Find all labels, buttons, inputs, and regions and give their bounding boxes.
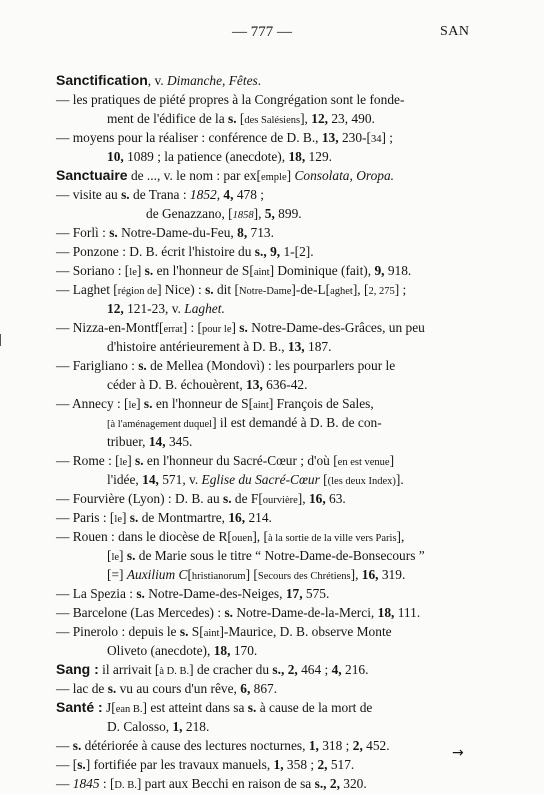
text-segment: Dimanche, Fêtes	[167, 73, 258, 88]
text-segment: : [	[99, 776, 115, 791]
text-segment: s.	[138, 358, 147, 373]
text-segment: 10,	[107, 149, 124, 164]
entry-line	[56, 280, 476, 299]
text-segment: —	[56, 776, 73, 791]
entry-line	[56, 109, 476, 128]
text-segment: Sang :	[56, 661, 99, 677]
entry-line	[56, 698, 476, 717]
text-segment: 1852,	[189, 187, 221, 202]
text-segment: vu au cours d'un rêve,	[116, 681, 241, 696]
text-segment: Consolata, Oropa.	[294, 168, 395, 183]
text-segment: — Fourvière (Lyon) : D. B. au	[56, 491, 223, 506]
text-segment: ] fortifiée par les travaux manuels,	[85, 757, 274, 772]
text-segment: — visite au	[56, 187, 122, 202]
text-segment: ment de l'édifice de la	[107, 111, 229, 126]
text-segment: 1-[2].	[280, 244, 314, 259]
entry-line	[56, 71, 476, 90]
text-segment: 9,	[374, 263, 385, 278]
text-segment: 1,	[308, 738, 319, 753]
text-segment: 17,	[285, 586, 303, 601]
text-segment: J[	[102, 700, 116, 715]
text-segment: Eglise du Sacré-Cœur	[201, 472, 320, 487]
entry-line	[56, 90, 476, 109]
text-segment: ] est atteint dans sa	[142, 700, 248, 715]
text-segment: s.	[239, 320, 248, 335]
text-segment: 5,	[264, 206, 275, 221]
page-number: — 777 —	[232, 24, 292, 40]
text-segment: 216.	[341, 662, 369, 677]
text-segment: 899.	[274, 206, 302, 221]
text-segment: ],	[297, 491, 309, 506]
text-segment: ]	[127, 453, 135, 468]
entry-line	[56, 527, 476, 546]
text-segment: 713.	[247, 225, 274, 240]
text-segment: [	[107, 548, 112, 563]
entry-line	[56, 413, 476, 432]
text-segment: 571, v.	[158, 472, 202, 487]
text-segment: 918.	[384, 263, 412, 278]
text-segment: 18,	[377, 605, 395, 620]
text-segment: ],	[350, 567, 362, 582]
text-segment: Laghet.	[184, 301, 225, 316]
text-segment: s.	[143, 396, 153, 411]
text-segment: [=]	[107, 567, 127, 582]
text-segment: 12,	[311, 111, 328, 126]
text-segment: s.	[109, 225, 118, 240]
text-segment: 63.	[325, 491, 346, 506]
text-segment: en l'honneur de S[	[153, 263, 254, 278]
text-segment: — [	[56, 757, 78, 772]
text-segment: Notre-Dame-de-la-Merci,	[233, 605, 378, 620]
text-segment: D. B.	[114, 780, 137, 791]
text-segment: s.,	[272, 662, 285, 677]
text-segment: il arrivait [	[98, 662, 160, 677]
text-segment: — Rouen : dans le diocèse de R[	[56, 529, 232, 544]
entry-line	[56, 717, 476, 736]
text-segment: à cause de la mort de	[256, 700, 373, 715]
text-segment: ].	[395, 472, 404, 487]
text-segment: s.,	[314, 776, 327, 791]
text-segment: des Salésiens	[244, 115, 301, 126]
text-segment: aint	[253, 267, 270, 278]
text-segment: s.	[72, 738, 82, 753]
text-segment: ]	[121, 510, 130, 525]
text-segment: Notre-Dame-des-Neiges,	[144, 586, 286, 601]
text-segment: [	[187, 567, 192, 582]
text-segment: détériorée à cause des lectures nocturnes,	[81, 738, 309, 753]
continue-arrow-icon: →	[452, 745, 464, 761]
text-segment: s.	[121, 187, 130, 202]
text-segment: 478 ;	[233, 187, 264, 202]
text-segment: 23, 490.	[328, 111, 375, 126]
text-segment: — Rome : [	[56, 453, 120, 468]
text-segment: tribuer,	[107, 434, 149, 449]
text-segment: 214.	[245, 510, 272, 525]
text-segment: ] de cracher du	[189, 662, 273, 677]
text-segment: s.	[228, 111, 237, 126]
text-segment: aghet	[330, 286, 353, 297]
text-segment: 464 ;	[297, 662, 332, 677]
text-segment: 13,	[321, 130, 339, 145]
text-segment: s.	[224, 605, 233, 620]
text-segment: 16,	[228, 510, 246, 525]
text-segment: s.	[144, 263, 154, 278]
text-segment: s.	[222, 491, 232, 506]
entry-line	[56, 641, 476, 660]
entry-line	[56, 508, 476, 527]
text-segment: — moyens pour la réaliser : conférence de D. B.,	[56, 130, 322, 145]
text-segment: ], [	[252, 529, 268, 544]
text-segment: ] part aux Becchi en raison de sa	[136, 776, 315, 791]
text-segment: D. Calosso,	[107, 719, 173, 734]
text-segment: aint	[203, 628, 220, 639]
text-segment: ]	[286, 168, 295, 183]
text-segment: 320.	[339, 776, 367, 791]
text-segment: 1845	[72, 776, 100, 791]
text-segment: s.	[135, 453, 144, 468]
text-segment: 14,	[148, 434, 166, 449]
text-segment: le	[119, 457, 128, 468]
text-segment: 636-42.	[262, 377, 308, 392]
text-segment: 16,	[361, 567, 379, 582]
text-segment: 16,	[308, 491, 326, 506]
text-segment: s.	[107, 681, 117, 696]
text-segment: le	[129, 267, 137, 278]
entry-line	[56, 451, 476, 470]
text-segment: — Paris : [	[56, 510, 115, 525]
text-segment: — Barcelone (Las Mercedes) :	[56, 605, 225, 620]
entry-line	[56, 356, 476, 375]
text-segment: 4,	[223, 187, 234, 202]
text-segment: Notre-Dame-des-Grâces, un peu	[247, 320, 425, 335]
entry-line	[56, 736, 476, 755]
entry-line	[56, 337, 476, 356]
entry-line	[56, 185, 476, 204]
text-segment: 2,	[287, 662, 298, 677]
text-segment: 1,	[172, 719, 183, 734]
text-segment: 2,	[352, 738, 363, 753]
text-segment: , v.	[147, 73, 168, 88]
text-segment: Sanctification	[56, 72, 148, 88]
text-segment: de Montmartre,	[138, 510, 229, 525]
text-segment: Auxilium C	[126, 567, 188, 582]
text-segment: 2, 275	[368, 286, 395, 297]
text-segment: ]	[136, 263, 145, 278]
text-segment: d'histoire antérieurement à D. B.,	[107, 339, 288, 354]
entry-line	[56, 489, 476, 508]
text-segment: 2,	[317, 757, 328, 772]
text-segment: 1089 ; la patience (anecdote),	[123, 149, 289, 164]
text-segment: ]-Maurice, D. B. observe Monte	[219, 624, 392, 639]
text-segment: 867.	[250, 681, 278, 696]
text-segment: en l'honneur de S[	[152, 396, 254, 411]
text-segment: [	[107, 419, 111, 430]
text-segment: 1858	[232, 210, 254, 221]
text-segment: le	[128, 400, 137, 411]
text-segment: [	[319, 472, 328, 487]
text-segment: aint	[253, 400, 269, 411]
text-segment: le	[114, 514, 122, 525]
text-segment: — Forlì :	[56, 225, 110, 240]
text-segment: 517.	[327, 757, 355, 772]
text-segment: à la sortie de la ville vers Paris	[267, 533, 397, 544]
entry-line	[56, 432, 476, 451]
text-segment: s.	[77, 757, 86, 772]
text-segment: 345.	[165, 434, 193, 449]
text-segment: céder à D. B. échouèrent,	[107, 377, 247, 392]
text-segment: 34	[370, 134, 382, 145]
text-segment: ]	[389, 453, 395, 468]
text-segment: — La Spezia :	[56, 586, 137, 601]
entry-line	[56, 470, 476, 489]
text-segment: de ..., v. le nom : par ex[	[127, 168, 261, 183]
text-segment: Santé :	[56, 699, 103, 715]
text-segment: ] ;	[381, 130, 393, 145]
text-segment: 18,	[288, 149, 306, 164]
entry-line	[56, 603, 476, 622]
entry-line	[56, 394, 476, 413]
text-segment: [	[236, 111, 245, 126]
text-segment: à D. B.	[159, 666, 190, 677]
entry-line	[56, 261, 476, 280]
text-segment: s.	[129, 510, 139, 525]
entry-line	[56, 128, 476, 147]
text-segment: 18,	[213, 643, 231, 658]
text-segment: s.	[126, 548, 136, 563]
text-segment: ourvière	[262, 495, 298, 506]
text-segment: l'idée,	[107, 472, 143, 487]
text-segment: 358 ;	[283, 757, 318, 772]
text-segment: 4,	[331, 662, 342, 677]
text-segment: de Genazzano, [	[146, 206, 233, 221]
text-segment: de Marie sous le titre “ Notre-Dame-de-Bonsecours ”	[135, 548, 425, 563]
entry-line	[56, 375, 476, 394]
text-segment: Secours des Chrétiens	[257, 571, 351, 582]
text-segment: — Laghet [	[56, 282, 118, 297]
text-segment: dit [	[213, 282, 239, 297]
text-segment: en l'honneur du Sacré-Cœur ; d'où [	[143, 453, 338, 468]
text-segment: ],	[396, 529, 405, 544]
entry-line	[56, 565, 476, 584]
text-segment: hristianorum	[191, 571, 246, 582]
text-segment: ],	[300, 111, 312, 126]
text-segment: —	[56, 738, 73, 753]
text-segment: .	[257, 73, 262, 88]
text-segment: — Soriano : [	[56, 263, 130, 278]
text-segment: 9,	[270, 244, 281, 259]
text-segment: ] Nice) :	[157, 282, 206, 297]
text-segment: Oliveto (anecdote),	[107, 643, 214, 658]
text-segment: Sanctuaire	[56, 167, 128, 183]
text-segment: s.	[205, 282, 214, 297]
margin-tick	[0, 334, 1, 346]
text-segment: 170.	[230, 643, 258, 658]
text-segment: s.,	[254, 244, 267, 259]
text-segment: emple	[260, 172, 287, 183]
entry-line	[56, 223, 476, 242]
text-segment: 452.	[362, 738, 390, 753]
text-segment: 2,	[329, 776, 340, 791]
running-head: SAN	[440, 24, 470, 39]
text-segment: 13,	[287, 339, 305, 354]
text-segment: 129.	[305, 149, 332, 164]
text-segment: — Nizza-en-Montf[	[56, 320, 164, 335]
text-segment: 8,	[237, 225, 248, 240]
text-segment: 230-[	[338, 130, 371, 145]
entry-line	[56, 660, 476, 679]
text-segment: 218.	[182, 719, 210, 734]
text-segment: région de	[117, 286, 158, 297]
index-body	[56, 71, 476, 793]
text-segment: ean B.	[115, 704, 143, 715]
text-segment: ],	[253, 206, 265, 221]
entry-line	[56, 299, 476, 318]
text-segment: ] ;	[394, 282, 407, 297]
text-segment: s.	[179, 624, 189, 639]
text-segment: 319.	[378, 567, 406, 582]
entry-line	[56, 774, 476, 793]
text-segment: (les deux Index)	[327, 476, 396, 487]
text-segment: 318 ;	[318, 738, 353, 753]
text-segment: ouen	[231, 533, 253, 544]
text-segment: le	[111, 552, 120, 563]
text-segment: de Mellea (Mondovì) : les pourparlers pour le	[146, 358, 396, 373]
text-segment: 121-23, v.	[123, 301, 185, 316]
text-segment: — lac de	[56, 681, 108, 696]
text-segment: 6,	[240, 681, 251, 696]
text-segment: 111.	[394, 605, 421, 620]
text-segment: ]	[119, 548, 127, 563]
text-segment: 14,	[142, 472, 159, 487]
text-segment: ]	[136, 396, 144, 411]
text-segment: — Farigliano :	[56, 358, 139, 373]
entry-line	[56, 622, 476, 641]
text-segment: 12,	[107, 301, 124, 316]
text-segment: s.	[247, 700, 257, 715]
entry-line	[56, 147, 476, 166]
text-segment: 575.	[302, 586, 330, 601]
text-segment: pour le	[202, 324, 232, 335]
text-segment: de Trana :	[129, 187, 190, 202]
text-segment: de F[	[231, 491, 263, 506]
text-segment: ] [	[245, 567, 258, 582]
entry-line	[56, 242, 476, 261]
entry-line	[56, 584, 476, 603]
text-segment: s.	[136, 586, 145, 601]
text-segment: — Annecy : [	[56, 396, 129, 411]
text-segment: à l'aménagement duquel	[110, 419, 213, 430]
text-segment: ], [	[352, 282, 369, 297]
text-segment: errat	[163, 324, 183, 335]
entry-line	[56, 166, 476, 185]
text-segment: S[	[188, 624, 204, 639]
entry-line	[56, 755, 476, 774]
text-segment: ] : [	[182, 320, 203, 335]
text-segment: ]-de-L[	[291, 282, 331, 297]
entry-line	[56, 679, 476, 698]
text-segment: — les pratiques de piété propres à la Congrégation sont le fonde-	[56, 92, 405, 107]
text-segment: 187.	[304, 339, 332, 354]
entry-line	[56, 318, 476, 337]
text-segment: Notre-Dame	[238, 286, 292, 297]
text-segment: 13,	[246, 377, 263, 392]
text-segment: — Ponzone : D. B. écrit l'histoire du	[56, 244, 255, 259]
text-segment: ]	[231, 320, 240, 335]
text-segment: Notre-Dame-du-Feu,	[117, 225, 238, 240]
text-segment: ] François de Sales,	[268, 396, 374, 411]
text-segment: en est venue	[337, 457, 390, 468]
text-segment: 1,	[273, 757, 284, 772]
text-segment: ] Dominique (fait),	[269, 263, 375, 278]
text-segment: ] il est demandé à D. B. de con-	[212, 415, 382, 430]
text-segment: — Pinerolo : depuis le	[56, 624, 180, 639]
entry-line	[56, 204, 476, 223]
entry-line	[56, 546, 476, 565]
